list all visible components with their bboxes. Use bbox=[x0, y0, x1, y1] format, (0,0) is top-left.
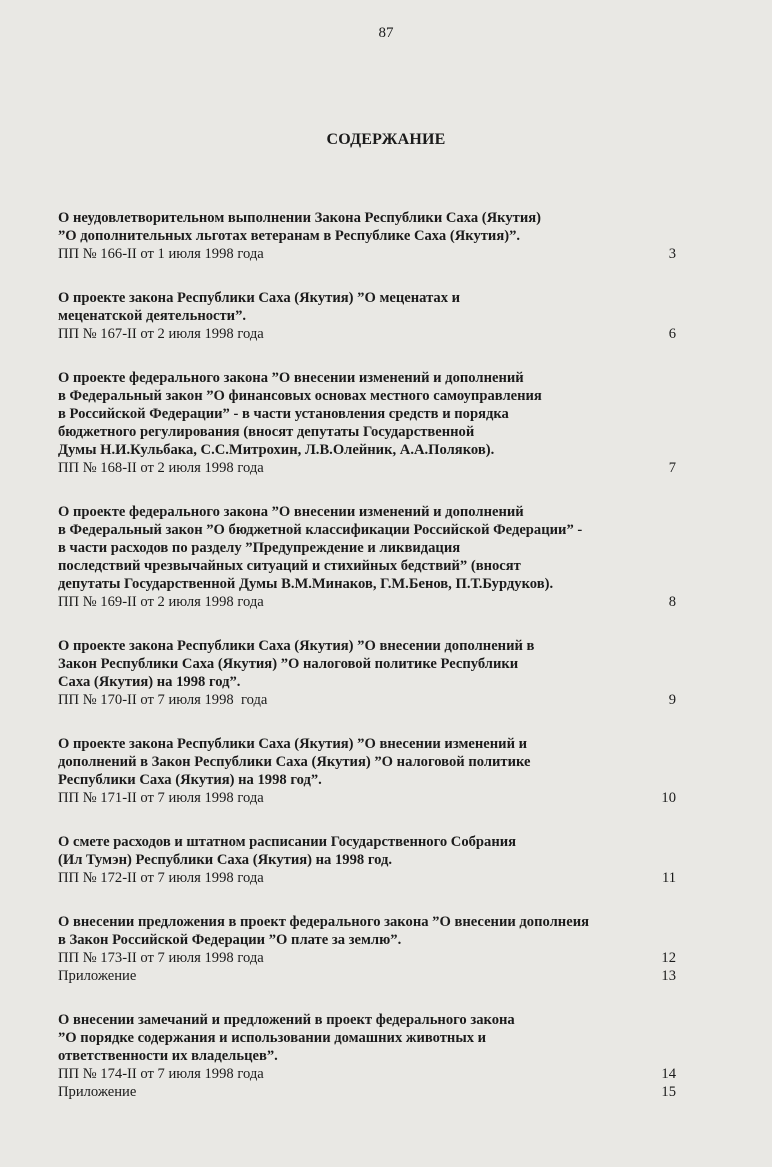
entry-page-number: 9 bbox=[668, 692, 676, 708]
entry-title-line: меценатской деятельности”. bbox=[58, 308, 247, 324]
entry-title-line: Закон Республики Саха (Якутия) ”О налоговой политике Республики bbox=[58, 656, 519, 672]
entry-title-line: бюджетного регулирования (вносят депутаты Государственной bbox=[58, 424, 475, 440]
entry-page-number: 13 bbox=[661, 968, 676, 984]
entry-title-line: ответственности их владельцев”. bbox=[58, 1048, 278, 1064]
entry-title-line: О проекте федерального закона ”О внесении изменений и дополнений bbox=[58, 504, 524, 520]
toc-entry bbox=[58, 289, 676, 343]
entry-reference: ПП № 167-II от 2 июля 1998 года bbox=[58, 326, 264, 342]
entry-reference-line bbox=[58, 1083, 676, 1101]
entry-title-line: О проекте закона Республики Саха (Якутия) ”О меценатах и bbox=[58, 290, 461, 306]
entry-title-line: депутаты Государственной Думы В.М.Минаков, Г.М.Бенов, П.Т.Бурдуков). bbox=[58, 576, 554, 592]
entry-reference: ПП № 168-II от 2 июля 1998 года bbox=[58, 460, 264, 476]
entry-title bbox=[58, 209, 676, 245]
entry-title-line: в Федеральный закон ”О бюджетной классификации Российской Федерации” - bbox=[58, 522, 583, 538]
toc-entry bbox=[58, 735, 676, 807]
entry-title-line: в части расходов по разделу ”Предупреждение и ликвидация bbox=[58, 540, 461, 556]
entry-title-line: О проекте закона Республики Саха (Якутия) ”О внесении дополнений в bbox=[58, 638, 535, 654]
entry-page-number: 7 bbox=[668, 460, 676, 476]
entry-reference: ПП № 173-II от 7 июля 1998 года bbox=[58, 950, 264, 966]
entry-title-line: Республики Саха (Якутия) на 1998 год”. bbox=[58, 772, 322, 788]
entry-reference-line bbox=[58, 325, 676, 343]
entry-title-line: Саха (Якутия) на 1998 год”. bbox=[58, 674, 241, 690]
entry-page-number: 6 bbox=[668, 326, 676, 342]
entry-reference-line bbox=[58, 691, 676, 709]
entry-page-number: 8 bbox=[668, 594, 676, 610]
entry-title-line: О внесении замечаний и предложений в проект федерального закона bbox=[58, 1012, 515, 1028]
entry-title-line: О внесении предложения в проект федерального закона ”О внесении дополнеия bbox=[58, 914, 589, 930]
toc-entry bbox=[58, 503, 676, 611]
entry-reference: ПП № 169-II от 2 июля 1998 года bbox=[58, 594, 264, 610]
entry-reference: ПП № 171-II от 7 июля 1998 года bbox=[58, 790, 264, 806]
toc-entry bbox=[58, 833, 676, 887]
entry-title-line: О смете расходов и штатном расписании Государственного Собрания bbox=[58, 834, 517, 850]
entry-page-number: 10 bbox=[661, 790, 676, 806]
toc-entry bbox=[58, 209, 676, 263]
entry-title-line: в Закон Российской Федерации ”О плате за землю”. bbox=[58, 932, 402, 948]
toc-entry bbox=[58, 913, 676, 985]
entry-title-line: Думы Н.И.Кульбака, С.С.Митрохин, Л.В.Олейник, А.А.Поляков). bbox=[58, 442, 495, 458]
entry-title-line: О неудовлетворительном выполнении Закона Республики Саха (Якутия) bbox=[58, 210, 541, 226]
entry-reference-line bbox=[58, 869, 676, 887]
table-of-contents bbox=[58, 183, 676, 1101]
entry-reference-line bbox=[58, 967, 676, 985]
entry-reference: Приложение bbox=[58, 968, 137, 984]
entry-reference-line bbox=[58, 459, 676, 477]
entry-reference: ПП № 174-II от 7 июля 1998 года bbox=[58, 1066, 264, 1082]
entry-title bbox=[58, 735, 676, 789]
entry-page-number: 15 bbox=[661, 1084, 676, 1100]
entry-page-number: 14 bbox=[661, 1066, 676, 1082]
entry-title-line: ”О порядке содержания и использовании домашних животных и bbox=[58, 1030, 487, 1046]
toc-entry bbox=[58, 1011, 676, 1101]
entry-reference-line bbox=[58, 245, 676, 263]
entry-title bbox=[58, 289, 676, 325]
entry-reference-line bbox=[58, 789, 676, 807]
entry-title bbox=[58, 833, 676, 869]
entry-title-line: О проекте федерального закона ”О внесении изменений и дополнений bbox=[58, 370, 524, 386]
entry-reference: ПП № 166-II от 1 июля 1998 года bbox=[58, 246, 264, 262]
entry-title-line: ”О дополнительных льготах ветеранам в Республике Саха (Якутия)”. bbox=[58, 228, 521, 244]
entry-reference-line bbox=[58, 593, 676, 611]
entry-title-line: дополнений в Закон Республики Саха (Якутия) ”О налоговой политике bbox=[58, 754, 531, 770]
entry-reference: ПП № 170-II от 7 июля 1998 года bbox=[58, 692, 268, 708]
entry-reference-line bbox=[58, 949, 676, 967]
entry-reference: Приложение bbox=[58, 1084, 137, 1100]
entry-page-number: 3 bbox=[668, 246, 676, 262]
entry-page-number: 11 bbox=[661, 870, 676, 886]
entry-reference-line bbox=[58, 1065, 676, 1083]
toc-entry bbox=[58, 369, 676, 477]
toc-entry bbox=[58, 637, 676, 709]
entry-title-line: в Федеральный закон ”О финансовых основах местного самоуправления bbox=[58, 388, 542, 404]
page-title: СОДЕРЖАНИЕ bbox=[326, 131, 446, 148]
entry-title bbox=[58, 1011, 676, 1065]
entry-title bbox=[58, 503, 676, 593]
entry-page-number: 12 bbox=[661, 950, 676, 966]
page-number: 87 bbox=[378, 25, 394, 41]
entry-reference: ПП № 172-II от 7 июля 1998 года bbox=[58, 870, 264, 886]
entry-title-line: О проекте закона Республики Саха (Якутия) ”О внесении изменений и bbox=[58, 736, 528, 752]
entry-title bbox=[58, 637, 676, 691]
entry-title bbox=[58, 913, 676, 949]
entry-title-line: в Российской Федерации” - в части установления средств и порядка bbox=[58, 406, 509, 422]
entry-title-line: последствий чрезвычайных ситуаций и стихийных бедствий” (вносят bbox=[58, 558, 521, 574]
entry-title-line: (Ил Тумэн) Республики Саха (Якутия) на 1998 год. bbox=[58, 852, 392, 868]
entry-title bbox=[58, 369, 676, 459]
